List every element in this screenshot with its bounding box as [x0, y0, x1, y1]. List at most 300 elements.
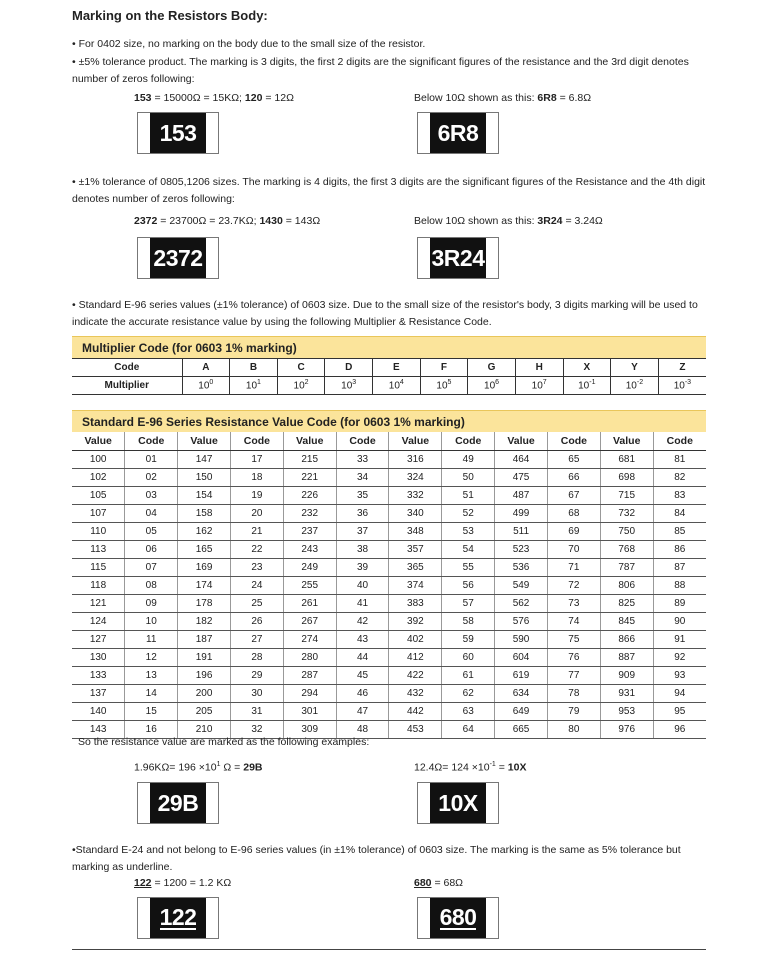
example-code: 680	[414, 877, 432, 889]
value-cell: 232	[283, 505, 336, 523]
value-cell: 267	[283, 613, 336, 631]
example-1pct-4digit	[134, 215, 320, 227]
multiplier-value-cell	[373, 377, 421, 395]
column-header: Value	[178, 432, 231, 451]
resistor-chip	[417, 782, 499, 824]
value-cell: 649	[495, 703, 548, 721]
code-cell: 16	[125, 721, 178, 739]
value-cell: 442	[389, 703, 442, 721]
value-cell: 576	[495, 613, 548, 631]
multiplier-value-cell	[230, 377, 278, 395]
value-cell: 806	[600, 577, 653, 595]
value-cell: 162	[178, 523, 231, 541]
value-cell: 215	[283, 451, 336, 469]
value-cell: 237	[283, 523, 336, 541]
resistor-chip	[417, 897, 499, 939]
code-cell: 47	[336, 703, 389, 721]
column-header: Code	[442, 432, 495, 451]
multiplier-base: 10	[625, 380, 637, 392]
resistor-chip	[137, 897, 219, 939]
code-cell: 41	[336, 595, 389, 613]
example-text: =	[495, 761, 508, 774]
value-cell: 432	[389, 685, 442, 703]
value-cell: 191	[178, 649, 231, 667]
multiplier-value-cell	[468, 377, 516, 395]
code-cell: 68	[547, 505, 600, 523]
value-cell: 205	[178, 703, 231, 721]
multiplier-base: 10	[484, 380, 496, 392]
code-cell: 71	[547, 559, 600, 577]
multiplier-base: 10	[341, 380, 353, 392]
value-cell: 357	[389, 541, 442, 559]
value-cell: 210	[178, 721, 231, 739]
table-row	[72, 451, 706, 469]
example-1pct-below10	[414, 215, 603, 227]
multiplier-code-cell: H	[515, 359, 563, 377]
code-cell: 87	[653, 559, 706, 577]
example-code: 10X	[507, 761, 527, 774]
value-cell: 274	[283, 631, 336, 649]
note-0402: • For 0402 size, no marking on the body due to the small size of the resistor.	[72, 38, 426, 50]
code-cell: 84	[653, 505, 706, 523]
note-5pct: • ±5% tolerance product. The marking is 3 digits, the first 2 digits are the significant figures of the resistance and the 3rd digit denotes number of zeros following:	[72, 56, 689, 85]
multiplier-exponent: 6	[495, 379, 500, 387]
multiplier-base: 10	[245, 380, 258, 392]
value-cell: 562	[495, 595, 548, 613]
value-cell: 348	[389, 523, 442, 541]
code-cell: 13	[125, 667, 178, 685]
value-cell: 287	[283, 667, 336, 685]
value-cell: 523	[495, 541, 548, 559]
code-cell: 58	[442, 613, 495, 631]
table-row	[72, 505, 706, 523]
value-cell: 392	[389, 613, 442, 631]
code-cell: 67	[547, 487, 600, 505]
code-cell: 37	[336, 523, 389, 541]
value-cell: 316	[389, 451, 442, 469]
value-cell: 332	[389, 487, 442, 505]
multiplier-exponent: -1	[589, 379, 596, 387]
example-multiplier-29B	[134, 761, 263, 774]
code-cell: 53	[442, 523, 495, 541]
chip-marking-text: 680	[439, 904, 477, 930]
code-cell: 66	[547, 469, 600, 487]
value-cell: 121	[72, 595, 125, 613]
code-cell: 32	[230, 721, 283, 739]
value-cell: 365	[389, 559, 442, 577]
multiplier-base: 10	[293, 380, 305, 392]
code-cell: 89	[653, 595, 706, 613]
code-cell: 27	[230, 631, 283, 649]
code-cell: 17	[230, 451, 283, 469]
multiplier-exponent: 1	[257, 379, 261, 387]
value-cell: 150	[178, 469, 231, 487]
table-row	[72, 523, 706, 541]
chip-marking	[430, 898, 486, 938]
code-cell: 01	[125, 451, 178, 469]
code-cell: 65	[547, 451, 600, 469]
code-cell: 93	[653, 667, 706, 685]
example-text: = 68Ω	[431, 877, 464, 889]
example-text: 1.96KΩ= 196 ×10	[134, 761, 217, 774]
multiplier-value-cell	[563, 377, 611, 395]
column-header: Value	[72, 432, 125, 451]
value-cell: 931	[600, 685, 653, 703]
code-cell: 42	[336, 613, 389, 631]
value-cell: 182	[178, 613, 231, 631]
code-cell: 15	[125, 703, 178, 721]
table-row	[72, 487, 706, 505]
multiplier-code-cell: Z	[658, 359, 706, 377]
table-row	[72, 595, 706, 613]
exponent: 1	[216, 761, 221, 768]
chip-marking: 2372	[150, 238, 206, 278]
resistor-chip	[137, 237, 219, 279]
value-cell: 825	[600, 595, 653, 613]
code-cell: 60	[442, 649, 495, 667]
value-cell: 105	[72, 487, 125, 505]
code-cell: 31	[230, 703, 283, 721]
code-cell: 29	[230, 667, 283, 685]
value-cell: 787	[600, 559, 653, 577]
multiplier-base: 10	[388, 380, 400, 392]
resistor-chip	[417, 112, 499, 154]
value-cell: 255	[283, 577, 336, 595]
example-text: = 1200 = 1.2 KΩ	[151, 877, 232, 889]
value-cell: 698	[600, 469, 653, 487]
value-cell: 169	[178, 559, 231, 577]
value-cell: 110	[72, 523, 125, 541]
code-cell: 30	[230, 685, 283, 703]
value-cell: 499	[495, 505, 548, 523]
code-cell: 94	[653, 685, 706, 703]
column-header: Code	[653, 432, 706, 451]
example-code: 122	[134, 877, 152, 889]
code-cell: 35	[336, 487, 389, 505]
code-cell: 39	[336, 559, 389, 577]
value-cell: 226	[283, 487, 336, 505]
value-cell: 750	[600, 523, 653, 541]
code-cell: 90	[653, 613, 706, 631]
page-title: Marking on the Resistors Body:	[72, 8, 268, 23]
code-cell: 95	[653, 703, 706, 721]
value-cell: 475	[495, 469, 548, 487]
example-text: 12.4Ω= 124 ×10	[414, 761, 490, 774]
code-cell: 91	[653, 631, 706, 649]
example-code: 6R8	[537, 92, 557, 104]
value-cell: 453	[389, 721, 442, 739]
value-cell: 140	[72, 703, 125, 721]
multiplier-exponent: 0	[209, 379, 214, 387]
multiplier-code-cell: G	[468, 359, 516, 377]
value-cell: 107	[72, 505, 125, 523]
example-code: 2372	[134, 215, 158, 227]
multiplier-exponent: 3	[352, 379, 357, 387]
column-header: Code	[125, 432, 178, 451]
multiplier-code-cell: D	[325, 359, 373, 377]
column-header: Value	[495, 432, 548, 451]
code-cell: 69	[547, 523, 600, 541]
code-cell: 80	[547, 721, 600, 739]
value-cell: 845	[600, 613, 653, 631]
code-cell: 88	[653, 577, 706, 595]
value-cell: 340	[389, 505, 442, 523]
chip-marking: 29B	[150, 783, 206, 823]
multiplier-exponent: 2	[304, 379, 309, 387]
note-e96-0603: • Standard E-96 series values (±1% tolerance) of 0603 size. Due to the small size of the resistor's body, 3 digits marking will be used to indicate the accurate resistance value by using the following Multiplier & Resistance Code.	[72, 299, 698, 328]
code-cell: 14	[125, 685, 178, 703]
example-text: Below 10Ω shown as this:	[414, 215, 538, 227]
example-code: 29B	[243, 761, 263, 774]
code-cell: 63	[442, 703, 495, 721]
value-cell: 249	[283, 559, 336, 577]
example-text: = 23700Ω = 23.7KΩ;	[157, 215, 260, 227]
value-cell: 187	[178, 631, 231, 649]
multiplier-value-cell	[325, 377, 373, 395]
value-cell: 953	[600, 703, 653, 721]
code-cell: 81	[653, 451, 706, 469]
example-text: = 15000Ω = 15KΩ;	[151, 92, 245, 104]
code-cell: 85	[653, 523, 706, 541]
e96-header-row	[72, 432, 706, 451]
note-e24: •Standard E-24 and not belong to E-96 series values (in ±1% tolerance) of 0603 size. The marking is the same as 5% tolerance but marking as underline.	[72, 844, 681, 873]
code-cell: 73	[547, 595, 600, 613]
table-row	[72, 649, 706, 667]
value-cell: 118	[72, 577, 125, 595]
value-cell: 174	[178, 577, 231, 595]
value-cell: 511	[495, 523, 548, 541]
multiplier-value-cell	[182, 377, 230, 395]
code-cell: 28	[230, 649, 283, 667]
code-cell: 24	[230, 577, 283, 595]
table-row	[72, 469, 706, 487]
value-cell: 165	[178, 541, 231, 559]
multiplier-exponent: -2	[636, 379, 644, 387]
code-cell: 40	[336, 577, 389, 595]
code-cell: 70	[547, 541, 600, 559]
example-e24-680	[414, 877, 463, 889]
multiplier-exponent: 5	[447, 379, 452, 387]
multiplier-table	[72, 358, 706, 395]
value-cell: 147	[178, 451, 231, 469]
code-cell: 49	[442, 451, 495, 469]
value-cell: 768	[600, 541, 653, 559]
value-cell: 715	[600, 487, 653, 505]
exponent: -1	[489, 761, 496, 768]
value-cell: 422	[389, 667, 442, 685]
code-cell: 05	[125, 523, 178, 541]
column-header: Value	[283, 432, 336, 451]
value-cell: 100	[72, 451, 125, 469]
code-cell: 59	[442, 631, 495, 649]
resistor-chip	[137, 782, 219, 824]
table-row	[72, 631, 706, 649]
e96-table	[72, 432, 706, 739]
column-header: Value	[389, 432, 442, 451]
row-label: Multiplier	[72, 377, 182, 395]
value-cell: 143	[72, 721, 125, 739]
code-cell: 20	[230, 505, 283, 523]
code-cell: 26	[230, 613, 283, 631]
code-cell: 09	[125, 595, 178, 613]
code-cell: 64	[442, 721, 495, 739]
value-cell: 634	[495, 685, 548, 703]
column-header: Value	[600, 432, 653, 451]
multiplier-value-cell	[277, 377, 325, 395]
code-cell: 19	[230, 487, 283, 505]
code-cell: 04	[125, 505, 178, 523]
value-cell: 301	[283, 703, 336, 721]
column-header: Code	[230, 432, 283, 451]
column-header: Code	[547, 432, 600, 451]
code-cell: 76	[547, 649, 600, 667]
value-cell: 383	[389, 595, 442, 613]
code-cell: 82	[653, 469, 706, 487]
multiplier-value-row	[72, 377, 706, 395]
multiplier-exponent: -3	[684, 379, 692, 387]
example-text: = 3.24Ω	[562, 215, 603, 227]
code-cell: 51	[442, 487, 495, 505]
chip-marking-text: 122	[159, 904, 197, 930]
value-cell: 196	[178, 667, 231, 685]
code-cell: 96	[653, 721, 706, 739]
code-cell: 44	[336, 649, 389, 667]
value-cell: 464	[495, 451, 548, 469]
value-cell: 102	[72, 469, 125, 487]
code-cell: 92	[653, 649, 706, 667]
value-cell: 261	[283, 595, 336, 613]
multiplier-value-cell	[420, 377, 468, 395]
value-cell: 178	[178, 595, 231, 613]
code-cell: 61	[442, 667, 495, 685]
value-cell: 374	[389, 577, 442, 595]
code-cell: 25	[230, 595, 283, 613]
multiplier-exponent: 7	[542, 379, 547, 387]
multiplier-code-cell: E	[373, 359, 421, 377]
code-cell: 54	[442, 541, 495, 559]
example-5pct-below10	[414, 92, 591, 104]
code-cell: 36	[336, 505, 389, 523]
value-cell: 866	[600, 631, 653, 649]
code-cell: 45	[336, 667, 389, 685]
example-text: = 143Ω	[282, 215, 321, 227]
code-cell: 23	[230, 559, 283, 577]
table-row	[72, 559, 706, 577]
code-cell: 77	[547, 667, 600, 685]
example-5pct-3digit	[134, 92, 294, 104]
value-cell: 976	[600, 721, 653, 739]
chip-marking: 10X	[430, 783, 486, 823]
multiplier-base: 10	[578, 380, 590, 392]
value-cell: 243	[283, 541, 336, 559]
resistor-chip	[417, 237, 499, 279]
example-code: 120	[244, 92, 263, 104]
example-code: 1430	[259, 215, 283, 227]
multiplier-base: 10	[198, 380, 210, 392]
multiplier-heading: Multiplier Code (for 0603 1% marking)	[72, 336, 706, 358]
multiplier-code-row	[72, 359, 706, 377]
code-cell: 83	[653, 487, 706, 505]
value-cell: 154	[178, 487, 231, 505]
example-text: Below 10Ω shown as this:	[414, 92, 538, 104]
code-cell: 75	[547, 631, 600, 649]
multiplier-code-cell: X	[563, 359, 611, 377]
example-code: 153	[134, 92, 152, 104]
examples-intro: So the resistance value are marked as the following examples:	[78, 736, 370, 748]
code-cell: 18	[230, 469, 283, 487]
value-cell: 590	[495, 631, 548, 649]
value-cell: 732	[600, 505, 653, 523]
value-cell: 127	[72, 631, 125, 649]
value-cell: 137	[72, 685, 125, 703]
multiplier-code-cell: F	[420, 359, 468, 377]
example-multiplier-10X	[414, 761, 526, 774]
code-cell: 06	[125, 541, 178, 559]
bottom-divider	[72, 949, 706, 950]
value-cell: 309	[283, 721, 336, 739]
value-cell: 115	[72, 559, 125, 577]
code-cell: 21	[230, 523, 283, 541]
value-cell: 200	[178, 685, 231, 703]
code-cell: 62	[442, 685, 495, 703]
value-cell: 909	[600, 667, 653, 685]
multiplier-code-cell: A	[182, 359, 230, 377]
value-cell: 130	[72, 649, 125, 667]
code-cell: 74	[547, 613, 600, 631]
code-cell: 55	[442, 559, 495, 577]
code-cell: 11	[125, 631, 178, 649]
value-cell: 549	[495, 577, 548, 595]
table-row	[72, 667, 706, 685]
value-cell: 324	[389, 469, 442, 487]
example-code: 3R24	[537, 215, 563, 227]
note-1pct-4digit: • ±1% tolerance of 0805,1206 sizes. The marking is 4 digits, the first 3 digits are the significant figures of the Resistance and the 4th digit denotes number of zeros following:	[72, 176, 706, 205]
example-text: Ω =	[220, 761, 244, 774]
code-cell: 50	[442, 469, 495, 487]
multiplier-code-cell: Y	[611, 359, 659, 377]
table-row	[72, 703, 706, 721]
multiplier-code-cell: B	[230, 359, 278, 377]
chip-marking: 153	[150, 113, 206, 153]
table-row	[72, 541, 706, 559]
multiplier-exponent: 4	[399, 379, 404, 387]
example-text: = 12Ω	[262, 92, 294, 104]
code-cell: 78	[547, 685, 600, 703]
multiplier-value-cell	[611, 377, 659, 395]
value-cell: 124	[72, 613, 125, 631]
value-cell: 113	[72, 541, 125, 559]
value-cell: 221	[283, 469, 336, 487]
code-cell: 43	[336, 631, 389, 649]
value-cell: 280	[283, 649, 336, 667]
code-cell: 79	[547, 703, 600, 721]
table-row	[72, 685, 706, 703]
code-cell: 07	[125, 559, 178, 577]
value-cell: 402	[389, 631, 442, 649]
code-cell: 03	[125, 487, 178, 505]
code-cell: 72	[547, 577, 600, 595]
value-cell: 604	[495, 649, 548, 667]
example-e24-122	[134, 877, 231, 889]
code-cell: 52	[442, 505, 495, 523]
code-cell: 08	[125, 577, 178, 595]
multiplier-base: 10	[673, 380, 685, 392]
resistor-chip	[137, 112, 219, 154]
multiplier-code-cell: C	[277, 359, 325, 377]
code-cell: 48	[336, 721, 389, 739]
value-cell: 536	[495, 559, 548, 577]
code-cell: 57	[442, 595, 495, 613]
